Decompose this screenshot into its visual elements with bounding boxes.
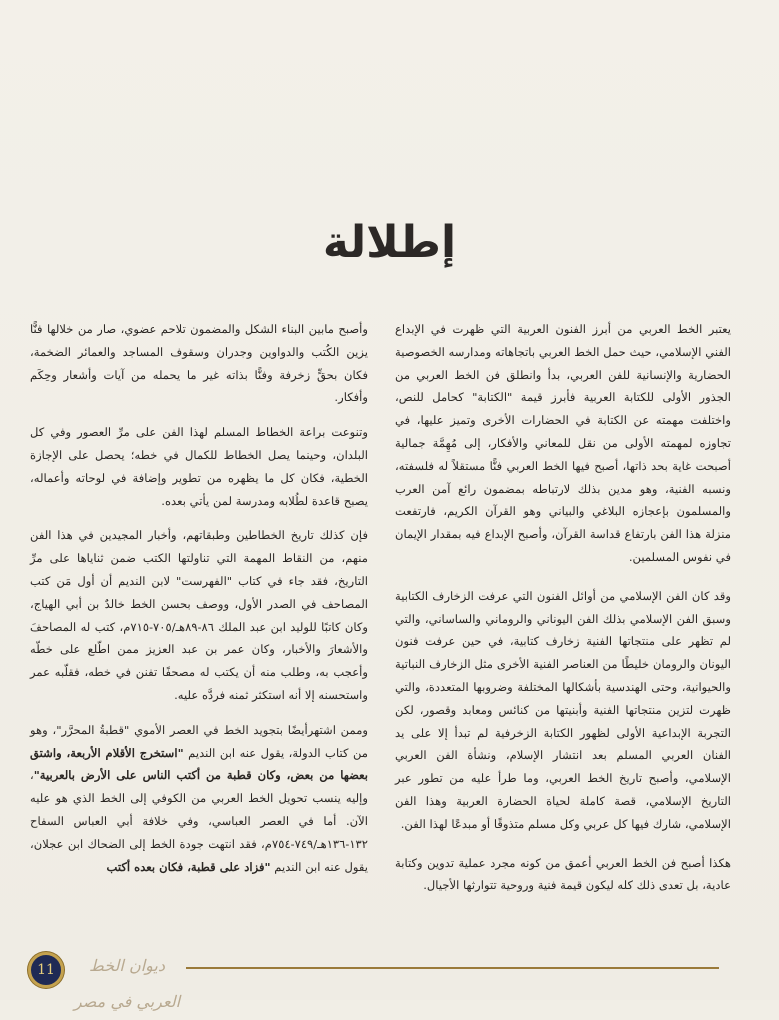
paragraph: فإن كذلك تاريخ الخطاطين وطبقاتهم، وأخبار المجيدين في هذا الفن منهم، من النقاط المهمة التي تناولتها الكتب ضمن ثناياها على مرِّ التاريخ، فقد جاء في كتاب "الفهرست" لابن النديم أن أول مَن كتب المصاحف في الصدر الأول، ووصف بحسن الخط خالدٌ بن أبي الهياج، وكان كاتبًا للوليد ابن عبد الملك ٨٦-٨٩هـ/٧٠٥-٧١٥م، كتب له المصاحفَ والأشعارَ والأخبار، وكان عمر بن عبد العزيز ممن اطّلع على خطّه وأعجب به، وطلب منه أن يكتب له مصحفًا تفنن في خطه، فقلّبه عمر واستحسنه إلا أنه استكثر ثمنه فردَّه عليه.	[30, 528, 369, 702]
quote-bold: "استخرج الأقلام الأربعة، واشتق بعضها من بعض، وكان قطبة من أكتب الناس على الأرض بالعربية"	[30, 745, 368, 783]
paragraph	[30, 719, 368, 879]
page-title: إطلالة	[322, 217, 457, 269]
left-text-column	[30, 318, 368, 894]
paragraph-text: وممن اشتهرأيضًا بتجويد الخط في العصر الأموي "قطبةُ المحرَّر"، وهو من كتاب الدولة، يقول عنه ابن النديم	[30, 722, 368, 760]
page-number-badge	[28, 952, 64, 988]
paragraph: وأصبح مابين البناء الشكل والمضمون تلاحم عضوي، صار من خلالها فنًّا يزين الكُتب والدواوين وجدران وسقوف المساجد والعمائر الضخمة، فكان بحقٍّ زخرفة وفنًّا بذاته غير ما يحمله من آيات وأشعار وحِكَم وأفكار.	[30, 322, 368, 405]
right-text-column	[395, 318, 731, 913]
paragraph: وتنوعت براعة الخطاط المسلم لهذا الفن على مرِّ العصور وفي كل البلدان، وحينما يصل الخطاط للكمال في خطه؛ يحصل على الإجازة الخطية، فكان كل ما يظهره من تطوير وإضافة في لوحاته وأعماله، يصبح قاعدة لطُلابه ومدرسة لمن يأتي بعده.	[30, 425, 368, 508]
page-footer	[0, 946, 779, 1011]
paragraph: وقد كان الفن الإسلامي من أوائل الفنون التي عرفت الزخارف الكتابية وسبق الفن الإسلامي بذلك الفن اليوناني والروماني والساساني، والتي لم تظهر على منتجاتها الفنية زخارف كتابية، في حين عرفت فنون اليونان والرومان خليطًا من العناصر الفنية الأخرى مثل الزخارف النباتية والحيوانية، وحتى الهندسية بأشكالها المختلفة وضروبها المتعددة، والتي ظهرت لتزين منتجاتها الفنية وأبنيتها من كنائس ومعابد وقصور، لكن التجربة الإبداعية الأولى لظهور الكتابة الزخرفية لم تبدأ إلا على يد الفنان العربي المسلم بعد انتشار الإسلام، ونشأة الفن العربي الإسلامي، وأصبح تاريخ الخط العربي، وما طرأ عليه من تطور عبر التاريخ الإسلامي، قصة كاملة لحياة الحضارة العربية وهذا الفن الإسلامي، شارك فيها كل عربي وكل مسلم متذوقًا أو مبدعًا لهذا الفن.	[395, 588, 731, 831]
paragraph-text: ، وإليه ينسب تحويل الخط العربي من الكوفي إلى الخط الذي هو عليه الآن. أما في العصر العباسي، وفي خلافة أبي العباس السفاح ١٣٢-١٣٦هـ/٧٤٩-٧٥٤م، فقد انتهت جودة الخط إلى الضحاك ابن عجلان، يقول عنه ابن النديم	[30, 768, 368, 874]
page-number: 11	[37, 962, 55, 978]
footer-rule	[186, 967, 719, 969]
calligraphy-logo: ديوان الخط العربي في مصر	[73, 956, 181, 1011]
paragraph: يعتبر الخط العربي من أبرز الفنون العربية التي ظهرت في الإبداع الفني الإسلامي، حيث حمل الخط العربي باتجاهاته ومدارسه الخصوصية الحضارية والإنسانية للفن العربي، بدأ وانطلق فن الخط العربي من الجذور الأولى للكتابة العربية فأبرز قيمة "الكتابة" كحامل للنص، واختلفت مهمته عن الكتابة في الحضارات الأخرى وتميز عليها، في تجاوزه لمهمته الأولى من نقل للمعاني والأفكار، إلى مُهِمَّة جمالية أصبحت غاية بحد ذاتها، أصبح فيها الخط العربي فنًّا مستقلاً له فلسفته، ونسبه الفنية، وهو مدين بذلك لارتباطه بمضمون رائع آمن العرب والمسلمون بإعجازه البلاغي والبياني وهو القرآن الكريم، فارتفعت منزلة هذا الفن بارتفاع قداسة القرآن، وأصبح الإبداع فيه بمقدار الإيمان في نفوس المسلمين.	[395, 322, 731, 564]
paragraph: هكذا أصبح فن الخط العربي أعمق من كونه مجرد عملية تدوين وكتابة عادية، بل تعدى ذلك كله ليكون قيمة فنية وروحية تتوارثها الأجيال.	[395, 855, 731, 893]
quote-bold: "فزاد على قطبة، فكان بعده أكتب	[106, 859, 271, 874]
